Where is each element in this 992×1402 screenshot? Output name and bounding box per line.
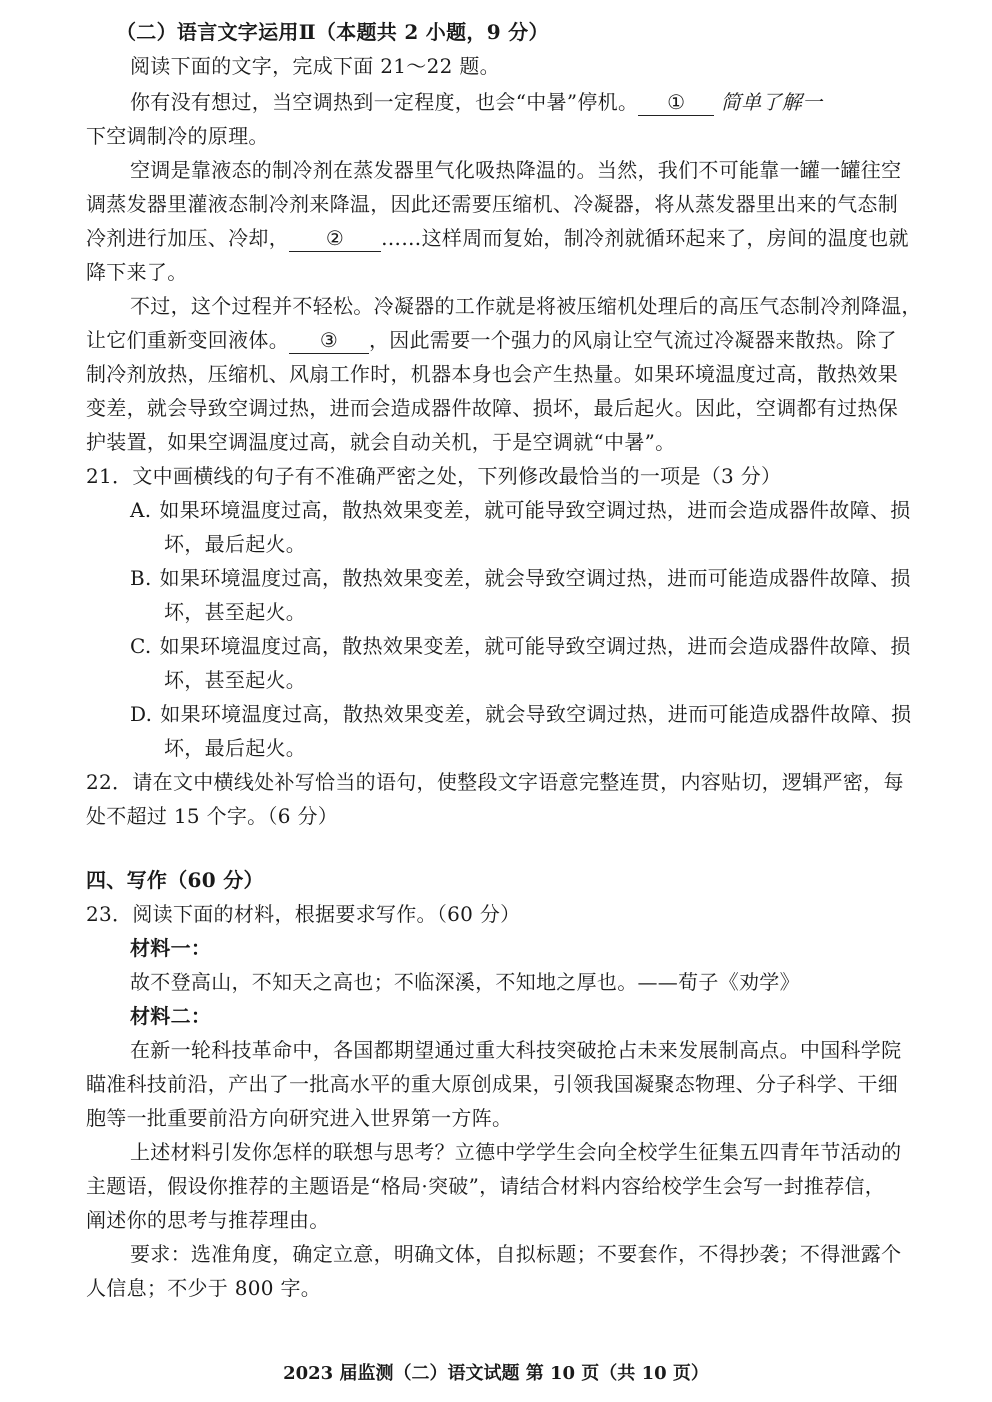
passage-p2-line4: 降下来了。 bbox=[86, 260, 188, 284]
material-1-text: 故不登高山，不知天之高也；不临深溪，不知地之厚也。——荀子《劝学》 bbox=[130, 970, 800, 994]
option-b-line2: 坏，甚至起火。 bbox=[164, 600, 307, 624]
question-22-line1: 22．请在文中横线处补写恰当的语句，使整段文字语意完整连贯，内容贴切，逻辑严密，每 bbox=[86, 770, 904, 794]
passage-p3-line5: 护装置，如果空调温度过高，就会自动关机，于是空调就“中暑”。 bbox=[86, 430, 676, 454]
option-text: 如果环境温度过高，散热效果变差，就可能导致空调过热，进而会造成器件故障、损 bbox=[159, 634, 911, 658]
passage-text: 简单了解一 bbox=[714, 90, 823, 114]
option-letter: A. bbox=[130, 498, 152, 522]
option-text: 如果环境温度过高，散热效果变差，就可能导致空调过热，进而会造成器件故障、损 bbox=[159, 498, 911, 522]
passage-text: ……这样周而复始，制冷剂就循环起来了，房间的温度也就 bbox=[381, 226, 909, 250]
passage-p1-line2: 下空调制冷的原理。 bbox=[86, 124, 269, 148]
passage-p3-line1: 不过，这个过程并不轻松。冷凝器的工作就是将被压缩机处理后的高压气态制冷剂降温， bbox=[130, 294, 922, 318]
material-2-line3: 胞等一批重要前沿方向研究进入世界第一方阵。 bbox=[86, 1106, 513, 1130]
option-c-line2: 坏，甚至起火。 bbox=[164, 668, 307, 692]
blank-2: ② bbox=[289, 225, 381, 252]
passage-text: ，因此需要一个强力的风扇让空气流过冷凝器来散热。除了 bbox=[369, 328, 897, 352]
page-footer: 2023 届监测（二）语文试题 第 10 页（共 10 页） bbox=[283, 1363, 709, 1384]
question-23-stem: 23．阅读下面的材料，根据要求写作。（60 分） bbox=[86, 902, 521, 926]
option-c-line1 bbox=[130, 630, 911, 662]
option-b-line1 bbox=[130, 562, 911, 594]
option-letter: B. bbox=[130, 566, 152, 590]
passage-p1-line1 bbox=[130, 86, 822, 118]
question-21-stem: 21．文中画横线的句子有不准确严密之处，下列修改最恰当的一项是（3 分） bbox=[86, 464, 782, 488]
blank-1: ① bbox=[638, 89, 714, 116]
prompt-line1: 上述材料引发你怎样的联想与思考？立德中学学生会向全校学生征集五四青年节活动的 bbox=[130, 1140, 902, 1164]
material-2-label: 材料二： bbox=[130, 1004, 212, 1028]
section-intro: 阅读下面的文字，完成下面 21～22 题。 bbox=[130, 54, 500, 78]
option-a-line2: 坏，最后起火。 bbox=[164, 532, 307, 556]
material-1-label: 材料一： bbox=[130, 936, 212, 960]
material-2-line1: 在新一轮科技革命中，各国都期望通过重大科技突破抢占未来发展制高点。中国科学院 bbox=[130, 1038, 902, 1062]
passage-text: 让它们重新变回液体。 bbox=[86, 328, 289, 352]
passage-text: 你有没有想过，当空调热到一定程度，也会“中暑”停机。 bbox=[130, 90, 639, 114]
option-letter: C. bbox=[130, 634, 152, 658]
prompt-line3: 阐述你的思考与推荐理由。 bbox=[86, 1208, 330, 1232]
passage-p2-line1: 空调是靠液态的制冷剂在蒸发器里气化吸热降温的。当然，我们不可能靠一罐一罐往空 bbox=[130, 158, 902, 182]
passage-p3-line3: 制冷剂放热，压缩机、风扇工作时，机器本身也会产生热量。如果环境温度过高，散热效果 bbox=[86, 362, 898, 386]
section-heading: （二）语言文字运用Ⅱ（本题共 2 小题，9 分） bbox=[116, 20, 549, 44]
passage-p3-line2 bbox=[86, 324, 897, 356]
passage-p2-line3 bbox=[86, 222, 909, 254]
question-22-line2: 处不超过 15 个字。（6 分） bbox=[86, 804, 339, 828]
section-4-heading: 四、写作（60 分） bbox=[86, 868, 264, 892]
material-2-line2: 瞄准科技前沿，产出了一批高水平的重大原创成果，引领我国凝聚态物理、分子科学、干细 bbox=[86, 1072, 898, 1096]
passage-text: 冷剂进行加压、冷却， bbox=[86, 226, 289, 250]
passage-p2-line2: 调蒸发器里灌液态制冷剂来降温，因此还需要压缩机、冷凝器，将从蒸发器里出来的气态制 bbox=[86, 192, 898, 216]
requirement-line1: 要求：选准角度，确定立意，明确文体，自拟标题；不要套作，不得抄袭；不得泄露个 bbox=[130, 1242, 902, 1266]
requirement-line2: 人信息；不少于 800 字。 bbox=[86, 1276, 322, 1300]
option-text: 如果环境温度过高，散热效果变差，就会导致空调过热，进而可能造成器件故障、损 bbox=[159, 566, 911, 590]
option-text: 如果环境温度过高，散热效果变差，就会导致空调过热，进而可能造成器件故障、损 bbox=[160, 702, 912, 726]
option-d-line1 bbox=[130, 698, 911, 730]
option-d-line2: 坏，最后起火。 bbox=[164, 736, 307, 760]
option-a-line1 bbox=[130, 494, 911, 526]
blank-3: ③ bbox=[289, 327, 369, 354]
prompt-line2: 主题语，假设你推荐的主题语是“格局·突破”，请结合材料内容给校学生会写一封推荐信， bbox=[86, 1174, 886, 1198]
option-letter: D. bbox=[130, 702, 153, 726]
passage-p3-line4: 变差，就会导致空调过热，进而会造成器件故障、损坏，最后起火。因此，空调都有过热保 bbox=[86, 396, 898, 420]
